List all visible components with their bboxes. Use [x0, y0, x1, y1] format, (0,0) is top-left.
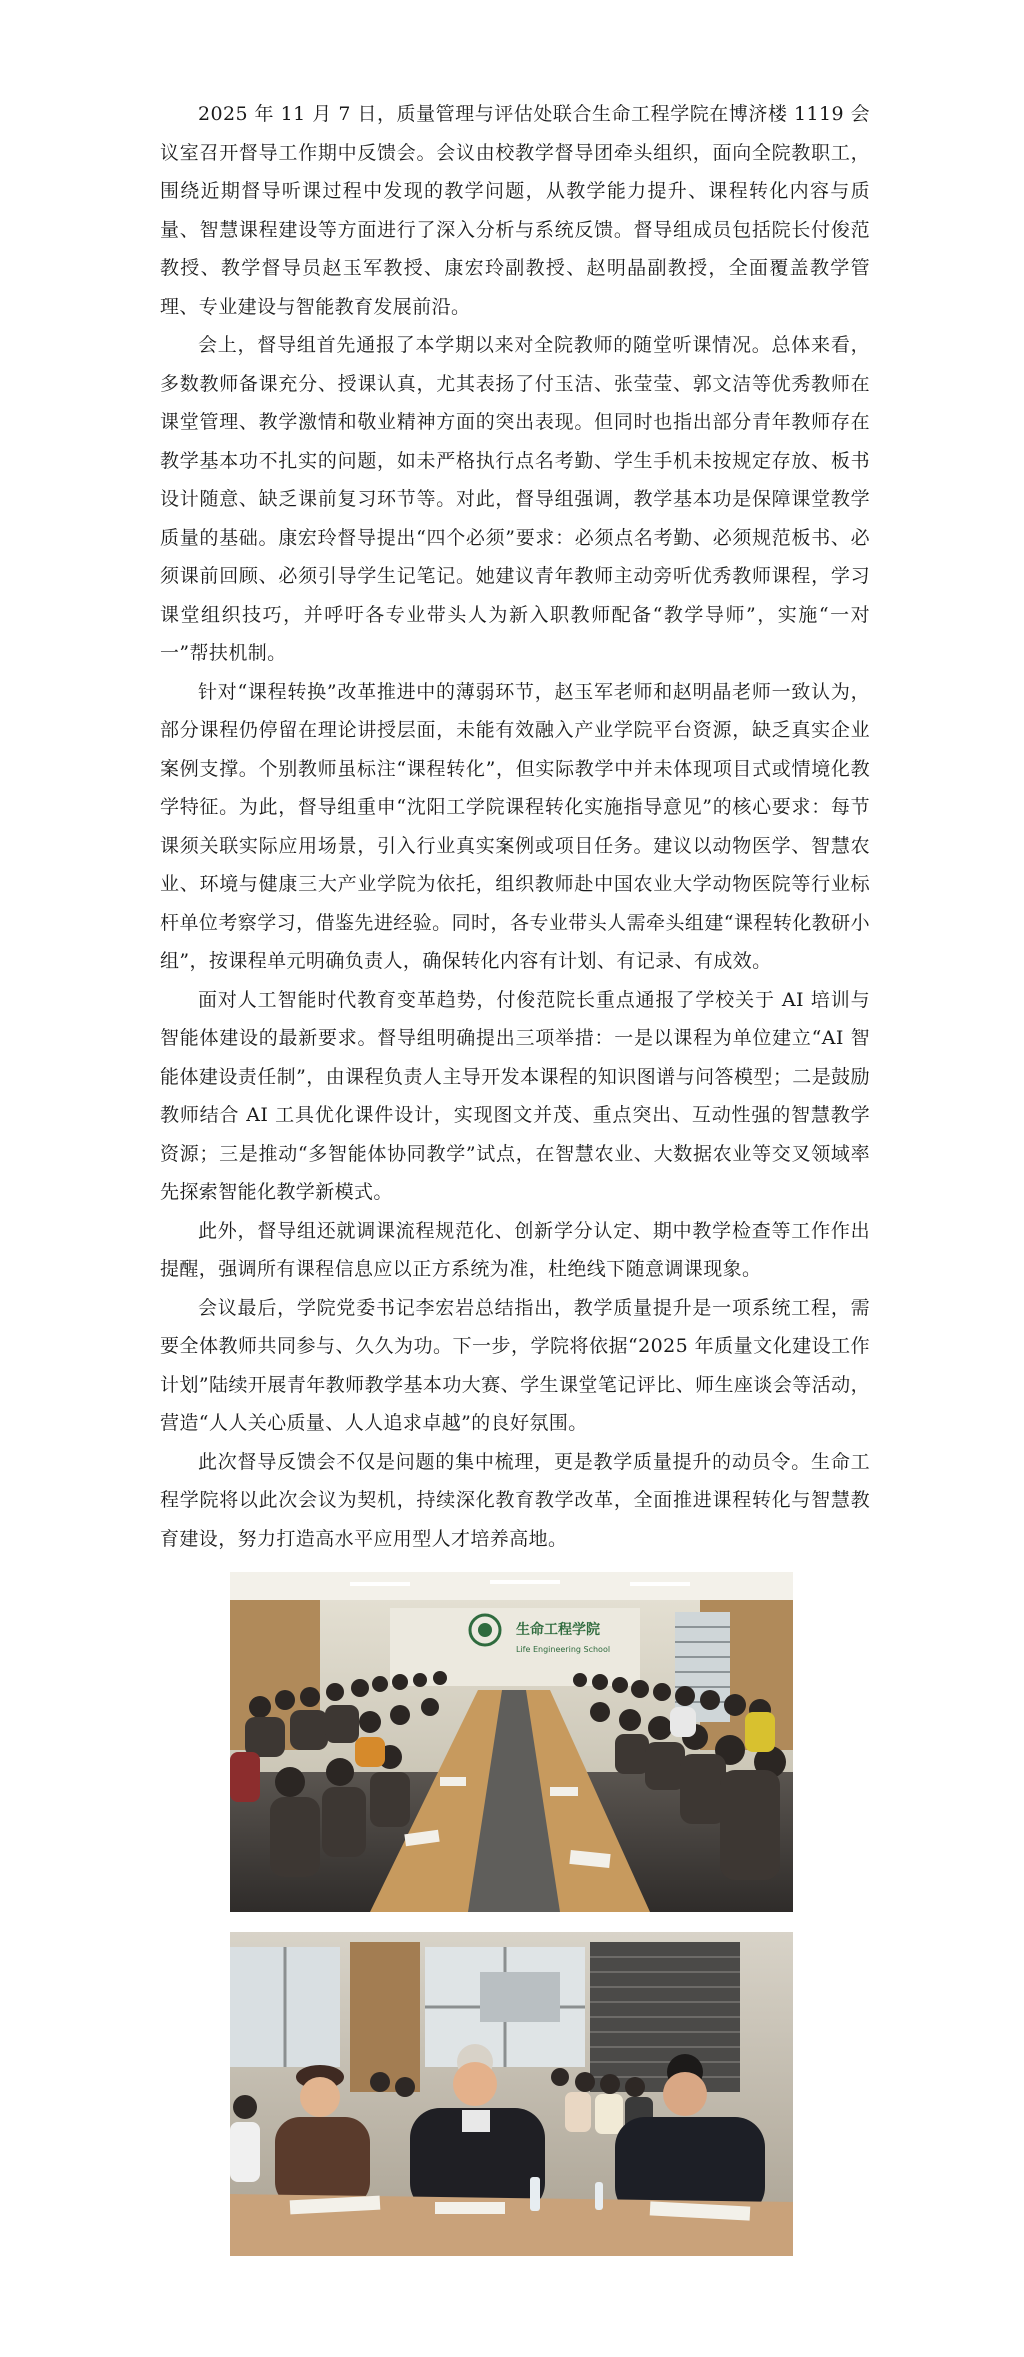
paragraph-1: 2025 年 11 月 7 日，质量管理与评估处联合生命工程学院在博济楼 1119 会议室召开督导工作期中反馈会。会议由校教学督导团牵头组织，面向全院教职工，围绕近期督导听课过程中发现的教学问题，从教学能力提升、课程转化内容与质量、智慧课程建设等方面进行了深入分析与系统反馈。督导组成员包括院长付俊范教授、教学督导员赵玉军教授、康宏玲副教授、赵明晶副教授，全面覆盖教学管理、专业建设与智能教育发展前沿。 — [160, 103, 870, 318]
banner-subtitle: Life Engineering School — [516, 1645, 611, 1654]
presenters-illustration — [230, 1932, 793, 2256]
article-body — [160, 95, 870, 1558]
meeting-room-illustration — [230, 1572, 793, 1912]
meeting-photo-closeup — [230, 1932, 793, 2256]
paragraph-4: 面对人工智能时代教育变革趋势，付俊范院长重点通报了学校关于 AI 培训与智能体建设的最新要求。督导组明确提出三项举措：一是以课程为单位建立“AI 智能体建设责任制”，由课程负责人主导开发本课程的知识图谱与问答模型；二是鼓励教师结合 AI 工具优化课件设计，实现图文并茂、重点突出、互动性强的智慧教学资源；三是推动“多智能体协同教学”试点，在智慧农业、大数据农业等交叉领域率先探索智能化教学新模式。 — [160, 988, 870, 1203]
paragraph-7: 此次督导反馈会不仅是问题的集中梳理，更是教学质量提升的动员令。生命工程学院将以此次会议为契机，持续深化教育教学改革，全面推进课程转化与智慧教育建设，努力打造高水平应用型人才培养高地。 — [160, 1450, 870, 1550]
meeting-photo-wide — [230, 1572, 793, 1912]
paragraph-6: 会议最后，学院党委书记李宏岩总结指出，教学质量提升是一项系统工程，需要全体教师共同参与、久久为功。下一步，学院将依据“2025 年质量文化建设工作计划”陆续开展青年教师教学基本功大赛、学生课堂笔记评比、师生座谈会等活动，营造“人人关心质量、人人追求卓越”的良好氛围。 — [160, 1296, 870, 1434]
banner-title: 生命工程学院 — [516, 1622, 600, 1638]
paragraph-2: 会上，督导组首先通报了本学期以来对全院教师的随堂听课情况。总体来看，多数教师备课充分、授课认真，尤其表扬了付玉洁、张莹莹、郭文洁等优秀教师在课堂管理、教学激情和敬业精神方面的突出表现。但同时也指出部分青年教师存在教学基本功不扎实的问题，如未严格执行点名考勤、学生手机未按规定存放、板书设计随意、缺乏课前复习环节等。对此，督导组强调，教学基本功是保障课堂教学质量的基础。康宏玲督导提出“四个必须”要求：必须点名考勤、必须规范板书、必须课前回顾、必须引导学生记笔记。她建议青年教师主动旁听优秀教师课程，学习课堂组织技巧，并呼吁各专业带头人为新入职教师配备“教学导师”，实施“一对一”帮扶机制。 — [160, 334, 870, 664]
paragraph-3: 针对“课程转换”改革推进中的薄弱环节，赵玉军老师和赵明晶老师一致认为，部分课程仍停留在理论讲授层面，未能有效融入产业学院平台资源，缺乏真实企业案例支撑。个别教师虽标注“课程转化”，但实际教学中并未体现项目式或情境化教学特征。为此，督导组重申“沈阳工学院课程转化实施指导意见”的核心要求：每节课须关联实际应用场景，引入行业真实案例或项目任务。建议以动物医学、智慧农业、环境与健康三大产业学院为依托，组织教师赴中国农业大学动物医院等行业标杆单位考察学习，借鉴先进经验。同时，各专业带头人需牵头组建“课程转化教研小组”，按课程单元明确负责人，确保转化内容有计划、有记录、有成效。 — [160, 680, 870, 972]
paragraph-5: 此外，督导组还就调课流程规范化、创新学分认定、期中教学检查等工作作出提醒，强调所有课程信息应以正方系统为准，杜绝线下随意调课现象。 — [160, 1219, 870, 1280]
